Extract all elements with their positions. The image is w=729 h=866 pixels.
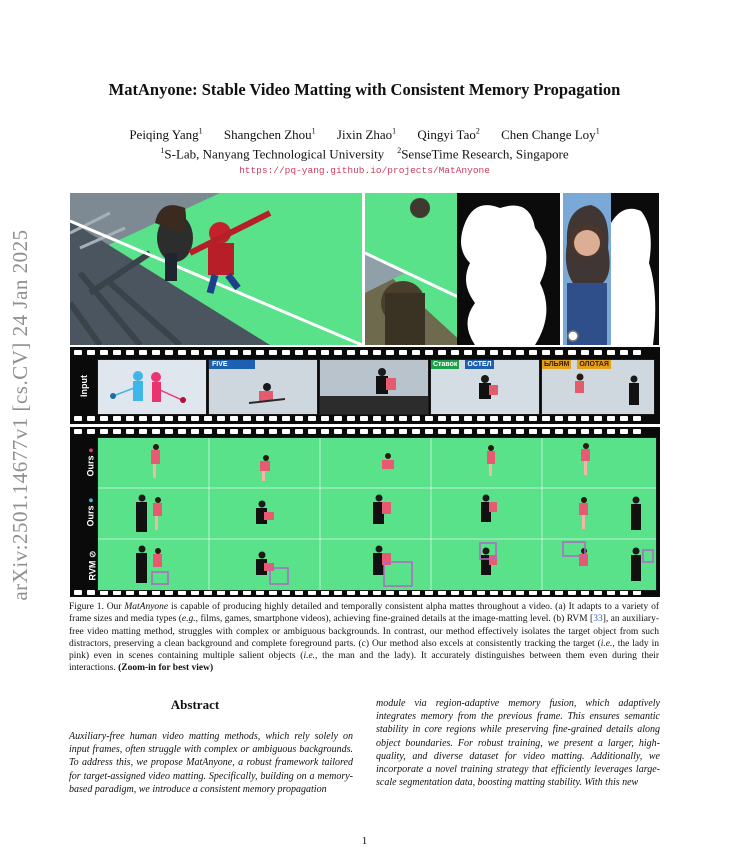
arena-banner: ЬЛЬЯМ bbox=[544, 361, 570, 368]
author: Jixin Zhao$^1$ bbox=[336, 127, 397, 143]
sprocket-holes bbox=[74, 350, 641, 355]
author: Peiqing Yang$^1$ bbox=[129, 127, 203, 143]
row-label-input: Input bbox=[79, 375, 89, 397]
arena-banner: ОСТЕЛ bbox=[467, 361, 492, 368]
affiliations: $^1$S-Lab, Nanyang Technological University $^2$SenseTime Research, Singapore bbox=[160, 146, 569, 162]
abstract-left-column: Auxiliary-free human video matting methods, which rely solely on input frames, often struggle with complex or ambiguous backgrounds. To address this, we propose MatAnyone, a robust framework tailored for target-assigned video matting. Specifically, building on a memory-based paradigm, we introduce a consistent memory propagation bbox=[69, 731, 353, 795]
page-number: 1 bbox=[361, 835, 368, 847]
author: Chen Change Loy$^1$ bbox=[501, 127, 600, 143]
citation-link[interactable]: 33 bbox=[593, 614, 603, 625]
paper-title: MatAnyone: Stable Video Matting with Consistent Memory Propagation bbox=[108, 80, 621, 99]
arena-banner: FIVE bbox=[209, 360, 255, 369]
author: Qingyi Tao$^2$ bbox=[417, 127, 480, 143]
input-frame bbox=[97, 359, 207, 415]
arena-banner: Ставок bbox=[433, 361, 458, 368]
project-url[interactable]: https://pq-yang.github.io/projects/MatAnyone bbox=[239, 165, 490, 176]
input-frame bbox=[541, 359, 655, 415]
results-filmstrip bbox=[70, 427, 660, 597]
arxiv-stamp: arXiv:2501.14677v1 [cs.CV] 24 Jan 2025 bbox=[8, 229, 32, 601]
figure-caption: Figure 1. Our MatAnyone is capable of producing highly detailed and temporally consistent alpha mattes throughout a video. (a) It adapts to a variety of frame sizes and media types (e.g., films, games, smartphone videos), achieving fine-grained details at the image-matting level. (b) RVM [33], an auxiliary-free video matting method, struggles with complex or ambiguous backgrounds. In contrast, our method effectively isolates the target object from such distractors, preserving a clean background and complete foreground parts. (c) Our method also excels at consistently tracking the target (i.e., the lady in pink) even in scenes containing multiple salient objects (i.e., the man and the lady). It accurately distinguishes between them even during their interactions. (Zoom-in for best view) bbox=[69, 602, 660, 674]
sprocket-holes bbox=[74, 429, 641, 434]
arena-banner: ОЛОТАЯ bbox=[579, 361, 609, 368]
input-frame bbox=[430, 359, 540, 415]
results-grid bbox=[97, 437, 657, 591]
row-label-ours-both: Ours ● bbox=[85, 497, 96, 527]
abstract-heading: Abstract bbox=[170, 697, 220, 712]
abstract-right-column: module via region-adaptive memory fusion, which adaptively integrates memory from the previous frame. This ensures semantic stability in core regions while preserving fine-grained details along object boundaries. For robust training, we present a larger, high-quality, and diverse dataset for video matting. Additionally, we incorporate a novel training strategy that efficiently leverages large-scale segmentation data, boosting matting stability. With this new bbox=[376, 698, 660, 789]
input-frame bbox=[208, 359, 318, 415]
teaser-panel-game bbox=[365, 193, 560, 345]
sprocket-holes bbox=[74, 416, 641, 421]
row-label-ours-target: Ours ● bbox=[85, 447, 96, 477]
input-filmstrip bbox=[70, 347, 660, 424]
author-list bbox=[0, 127, 729, 143]
author: Shangchen Zhou$^1$ bbox=[223, 127, 316, 143]
teaser-panel-film bbox=[70, 193, 362, 345]
row-label-rvm: RVM ⊘ bbox=[87, 550, 98, 581]
teaser-panel-phone bbox=[563, 193, 659, 345]
input-frame bbox=[319, 359, 429, 415]
